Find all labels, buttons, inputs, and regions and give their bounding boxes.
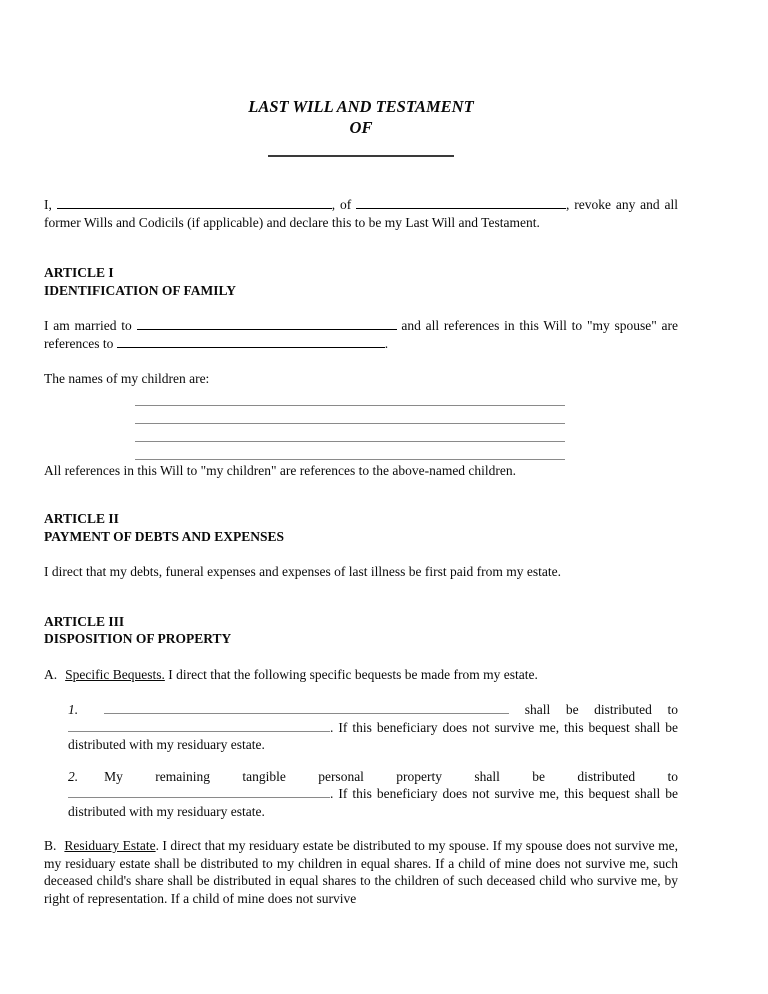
testator-name-blank[interactable]	[57, 208, 332, 209]
married-text-3: .	[384, 335, 389, 351]
article2-heading-line1: ARTICLE II	[44, 511, 119, 526]
article1-heading-line2: IDENTIFICATION OF FAMILY	[44, 282, 237, 298]
child-name-line[interactable]	[135, 388, 565, 406]
section-a-text: I direct that the following specific bequests be made from my estate.	[164, 666, 538, 682]
child-name-line[interactable]	[135, 424, 565, 442]
item2-number: 2.	[68, 768, 79, 784]
article2-heading	[44, 510, 678, 545]
specific-bequest-item-2	[68, 768, 678, 821]
opening-text-1: I,	[44, 197, 57, 212]
section-b-underlined-title: Residuary Estate	[64, 838, 156, 853]
child-name-line[interactable]	[135, 406, 565, 424]
debts-paragraph: I direct that my debts, funeral expenses and expenses of last illness be first paid from my estate.	[44, 564, 561, 579]
section-a-label: A.	[44, 666, 58, 682]
section-a-underlined-title: Specific Bequests.	[65, 666, 165, 682]
item1-text-1: shall be distributed to	[509, 702, 678, 717]
section-a-paragraph	[44, 666, 678, 684]
children-name-lines	[44, 388, 678, 460]
testator-residence-blank[interactable]	[356, 208, 566, 209]
article3-heading	[44, 613, 678, 648]
document-title	[44, 97, 678, 138]
document-title-line1: LAST WILL AND TESTAMENT	[248, 97, 474, 116]
spouse-reference-blank[interactable]	[117, 347, 385, 348]
article1-heading-line1: ARTICLE I	[44, 265, 114, 280]
children-note: All references in this Will to "my children" are references to the above-named children.	[44, 462, 517, 478]
opening-text-2: , of	[331, 197, 357, 212]
article1-heading	[44, 264, 678, 299]
married-text-1: I am married to	[44, 318, 137, 333]
article2-heading-line2: PAYMENT OF DEBTS AND EXPENSES	[44, 528, 285, 544]
item1-number: 1.	[68, 702, 79, 717]
opening-paragraph	[44, 196, 678, 231]
married-paragraph	[44, 317, 678, 352]
spouse-name-blank[interactable]	[137, 329, 397, 330]
children-intro: The names of my children are:	[44, 371, 210, 386]
child-name-line[interactable]	[135, 442, 565, 460]
document-title-line2: OF	[349, 117, 373, 137]
married-text-2: and all references in this Will to "my spouse" are references to	[44, 318, 678, 351]
item1-text-2: . If this beneficiary does not survive me, this bequest shall be distributed with my residuary estate.	[68, 719, 678, 752]
item2-text-1: My remaining tangible personal property shall be distributed to	[104, 768, 678, 784]
item1-beneficiary-blank[interactable]	[68, 731, 330, 732]
item2-text-2: . If this beneficiary does not survive me, this bequest shall be distributed with my residuary estate.	[68, 786, 678, 819]
section-b-text: . I direct that my residuary estate be distributed to my spouse. If my spouse does not survive me, my residuary estate shall be distributed to my children in equal shares. If a child of mine does not survive me, such deceased child's share shall be distributed in equal shares to the children of such deceased child who survive me, by right of representation. If a child of mine does not survive	[44, 838, 679, 906]
opening-text-3: , revoke any and all former Wills and Codicils (if applicable) and declare this to be my Last Will and Testament.	[44, 197, 678, 230]
section-b-paragraph	[44, 837, 678, 907]
item1-bequest-description-blank[interactable]	[104, 713, 509, 714]
item2-beneficiary-blank[interactable]	[68, 797, 330, 798]
article3-heading-line2: DISPOSITION OF PROPERTY	[44, 631, 232, 646]
article3-heading-line1: ARTICLE III	[44, 613, 125, 629]
specific-bequest-item-1	[68, 701, 678, 754]
section-b-label: B.	[44, 838, 57, 853]
testator-name-title-blank[interactable]	[268, 155, 454, 157]
